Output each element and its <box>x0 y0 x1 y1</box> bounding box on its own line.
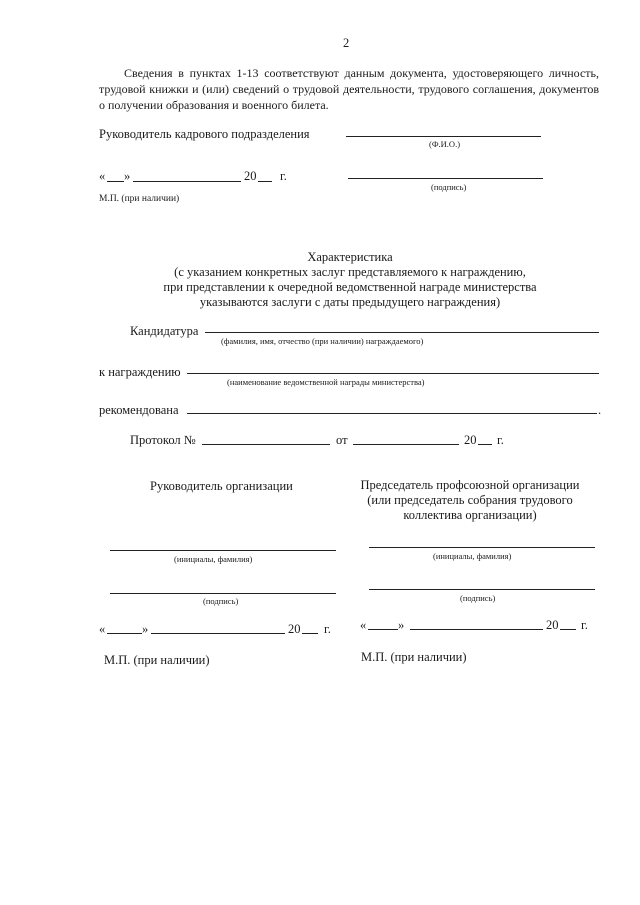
right-date-month-field[interactable] <box>410 629 543 630</box>
hr-signature-field[interactable] <box>348 178 543 179</box>
recommended-end-mark: . <box>598 403 602 417</box>
left-initials-caption: (инициалы, фамилия) <box>174 554 253 564</box>
left-date-quote-open: « <box>99 622 106 636</box>
left-year-field[interactable] <box>302 633 318 634</box>
right-seal: М.П. (при наличии) <box>361 650 467 664</box>
left-date-day-field[interactable] <box>107 633 142 634</box>
characteristic-line-2: при представлении к очередной ведомственной награде министерства <box>163 280 537 294</box>
right-initials-caption: (инициалы, фамилия) <box>433 551 512 561</box>
right-signature-field[interactable] <box>369 589 595 590</box>
candidate-field[interactable] <box>205 332 599 333</box>
award-field[interactable] <box>187 373 599 374</box>
award-label: к награждению <box>99 365 181 379</box>
hr-year-prefix: 20 <box>244 169 257 183</box>
characteristic-line-3: указываются заслуги с даты предыдущего награждения) <box>199 295 501 309</box>
right-year-suffix: г. <box>581 618 588 632</box>
award-caption: (наименование ведомственной награды министерства) <box>227 377 425 387</box>
recommended-label: рекомендована <box>99 403 179 417</box>
hr-signature-caption: (подпись) <box>431 182 467 192</box>
intro-paragraph: Сведения в пунктах 1-13 соответствуют данным документа, удостоверяющего личность, трудовой книжки и (или) сведений о трудовой деятельности, трудового соглашения, документов о получении образования и военного билета. <box>99 66 599 112</box>
right-signatory-title-3: коллектива организации) <box>403 508 537 522</box>
left-date-quote-close: » <box>142 622 149 636</box>
right-date-quote-close: » <box>398 618 405 632</box>
page-number: 2 <box>343 36 350 50</box>
candidate-label: Кандидатура <box>130 324 199 338</box>
left-signatory-title: Руководитель организации <box>150 479 293 493</box>
hr-date-quote-open: « <box>99 169 106 183</box>
right-initials-field[interactable] <box>369 547 595 548</box>
recommended-field[interactable] <box>187 413 597 414</box>
hr-fio-field[interactable] <box>346 136 541 137</box>
hr-year-field[interactable] <box>258 181 272 182</box>
hr-date-day-field[interactable] <box>107 181 124 182</box>
right-year-field[interactable] <box>560 629 576 630</box>
left-initials-field[interactable] <box>110 550 336 551</box>
protocol-label: Протокол № <box>130 433 196 447</box>
right-signatory-title-2: (или председатель собрания трудового <box>367 493 573 507</box>
left-signature-field[interactable] <box>110 593 336 594</box>
characteristic-title: Характеристика <box>307 250 393 264</box>
left-year-suffix: г. <box>324 622 331 636</box>
right-date-day-field[interactable] <box>368 629 398 630</box>
protocol-from: от <box>336 433 348 447</box>
left-signature-caption: (подпись) <box>203 596 239 606</box>
protocol-number-field[interactable] <box>202 444 330 445</box>
characteristic-line-1: (с указанием конкретных заслуг представляемого к награждению, <box>174 265 526 279</box>
right-year-prefix: 20 <box>546 618 559 632</box>
candidate-caption: (фамилия, имя, отчество (при наличии) награждаемого) <box>221 336 424 346</box>
protocol-date-field[interactable] <box>353 444 459 445</box>
protocol-year-prefix: 20 <box>464 433 477 447</box>
protocol-year-suffix: г. <box>497 433 504 447</box>
hr-head-label: Руководитель кадрового подразделения <box>99 127 310 141</box>
hr-date-month-field[interactable] <box>133 181 241 182</box>
left-date-month-field[interactable] <box>151 633 285 634</box>
right-signature-caption: (подпись) <box>460 593 496 603</box>
right-date-quote-open: « <box>360 618 367 632</box>
hr-year-suffix: г. <box>280 169 287 183</box>
hr-fio-caption: (Ф.И.О.) <box>429 139 461 149</box>
hr-seal: М.П. (при наличии) <box>99 194 180 204</box>
hr-date-quote-close: » <box>124 169 131 183</box>
protocol-year-field[interactable] <box>478 444 492 445</box>
left-year-prefix: 20 <box>288 622 301 636</box>
right-signatory-title-1: Председатель профсоюзной организации <box>360 478 580 492</box>
left-seal: М.П. (при наличии) <box>104 653 210 667</box>
